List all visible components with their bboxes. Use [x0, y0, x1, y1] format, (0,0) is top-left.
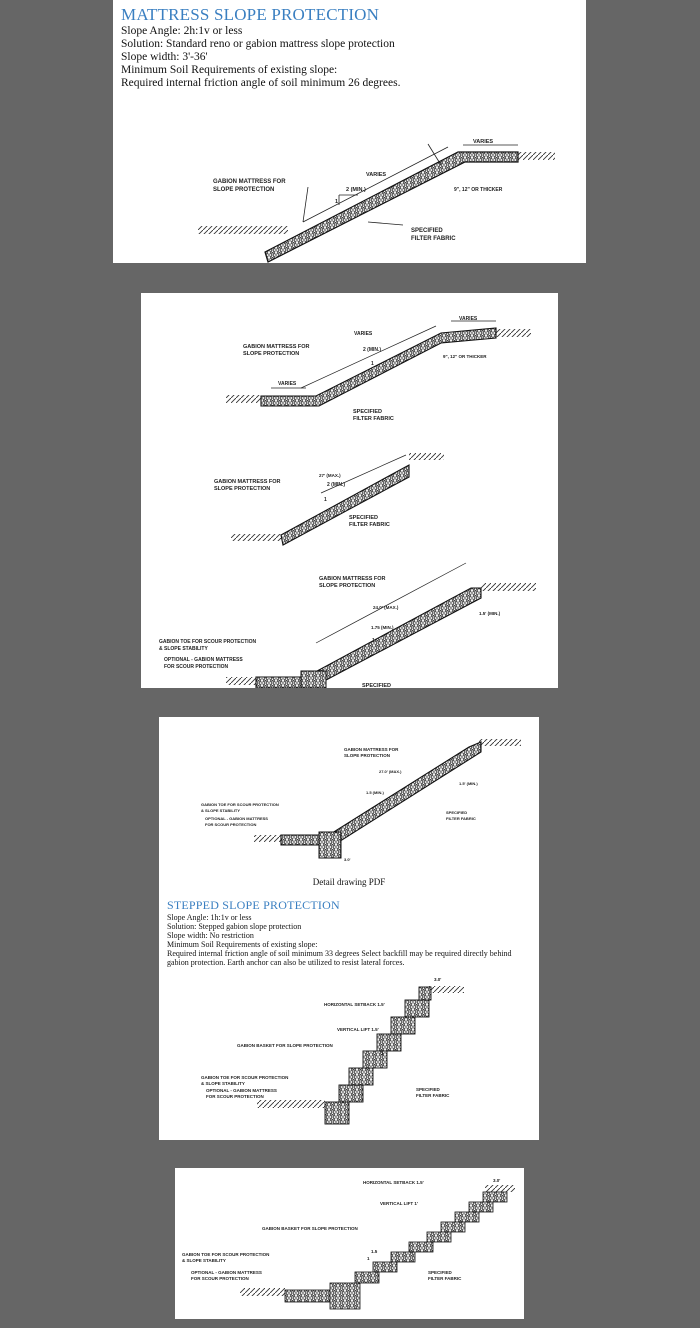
label-varies-top: VARIES	[473, 139, 494, 145]
label-c-gabion-2: SLOPE PROTECTION	[319, 583, 376, 589]
ground-hatch-left	[198, 226, 288, 234]
label-d-min: 1.5' (MIN.)	[459, 781, 478, 786]
label-d-opt-1: OPTIONAL - GABION MATTRESS	[205, 816, 268, 821]
label-d-opt-2: FOR SCOUR PROTECTION	[205, 822, 257, 827]
stepped-solution: Solution: Stepped gabion slope protection	[167, 922, 302, 931]
label-p4-lift: VERTICAL LIFT 1'	[380, 1201, 418, 1206]
label-d-filter-1: SPECIFIED	[446, 810, 468, 815]
label-p4-ratio-v: 1	[367, 1256, 370, 1261]
stepped-detail-diagram	[175, 1168, 524, 1319]
mattress-variants-panel	[141, 293, 558, 688]
label-c-ratio-h: 1.75 (MIN.)	[371, 625, 394, 630]
label-filter-2: FILTER FABRIC	[411, 236, 456, 242]
label-s-basket: GABION BASKET FOR SLOPE PROTECTION	[237, 1043, 333, 1048]
label-b-gabion: GABION MATTRESS FOR	[214, 479, 281, 485]
label-s-setback: HORIZONTAL SETBACK 1.5'	[324, 1002, 385, 1007]
label-s-filter-1: SPECIFIED	[416, 1087, 440, 1092]
gabion-mattress	[265, 152, 518, 262]
gabion-mattress-a	[261, 328, 496, 406]
label-b-gabion-2: SLOPE PROTECTION	[214, 486, 271, 492]
label-a-filter-1: SPECIFIED	[353, 409, 383, 415]
label-s-opt-2: FOR SCOUR PROTECTION	[206, 1094, 264, 1099]
label-p4-top: 3.0'	[493, 1178, 501, 1183]
stepped-soil-heading: Minimum Soil Requirements of existing slope:	[167, 940, 318, 949]
label-p4-ratio-h: 1.5	[371, 1249, 378, 1254]
stepped-slope-angle: Slope Angle: 1h:1v or less	[167, 913, 252, 922]
label-d-toe-2: & SLOPE STABILITY	[201, 808, 241, 813]
label-s-ratio: 1	[381, 1051, 384, 1056]
label-ratio-h: 2 (MIN.)	[346, 187, 366, 193]
label-thickness: 9", 12" OR THICKER	[454, 187, 503, 193]
label-b-filter-1: SPECIFIED	[349, 515, 379, 521]
label-a-ratio-h: 2 (MIN.)	[363, 347, 382, 353]
label-b-max: 27' (MAX.)	[319, 473, 341, 478]
label-ratio-v: 1	[335, 199, 339, 205]
label-c-filter-1: SPECIFIED	[362, 683, 392, 688]
mattress-soil-requirement: Required internal friction angle of soil minimum 26 degrees.	[121, 77, 401, 89]
label-varies-slope: VARIES	[366, 172, 387, 178]
label-p4-filter-2: FILTER FABRIC	[428, 1276, 462, 1281]
detail-caption[interactable]: Detail drawing PDF	[312, 877, 386, 887]
mattress-panel	[113, 0, 586, 263]
label-s-toe-1: GABION TOE FOR SCOUR PROTECTION	[201, 1075, 289, 1080]
mattress-diagram	[113, 0, 586, 263]
label-s-lift: VERTICAL LIFT 1.5'	[337, 1027, 379, 1032]
label-gabion-2: SLOPE PROTECTION	[213, 187, 275, 193]
label-b-ratio-v: 1	[324, 497, 327, 503]
stepped-slope-width: Slope width: No restriction	[167, 931, 254, 940]
label-d-gabion-2: SLOPE PROTECTION	[344, 753, 391, 758]
label-s-toe-2: & SLOPE STABILITY	[201, 1081, 245, 1086]
label-a-ratio-v: 1	[371, 361, 374, 367]
label-a-gabion: GABION MATTRESS FOR	[243, 344, 310, 350]
label-p4-toe-2: & SLOPE STABILITY	[182, 1258, 226, 1263]
label-a-gabion-2: SLOPE PROTECTION	[243, 351, 300, 357]
label-d-filter-2: FILTER FABRIC	[446, 816, 476, 821]
label-s-filter-2: FILTER FABRIC	[416, 1093, 450, 1098]
label-c-opt-2: FOR SCOUR PROTECTION	[164, 664, 229, 670]
label-s-opt-1: OPTIONAL - GABION MATTRESS	[206, 1088, 277, 1093]
mattress-slope-width: Slope width: 3'-36'	[121, 51, 208, 63]
label-c-min: 1.5' (MIN.)	[479, 611, 501, 616]
mattress-slope-angle: Slope Angle: 2h:1v or less	[121, 25, 243, 37]
label-d-toe-1: GABION TOE FOR SCOUR PROTECTION	[201, 802, 279, 807]
label-a-filter-2: FILTER FABRIC	[353, 416, 394, 422]
label-filter-1: SPECIFIED	[411, 228, 443, 234]
stepped-panel	[159, 717, 539, 1140]
label-gabion: GABION MATTRESS FOR	[213, 179, 286, 185]
label-c-opt-1: OPTIONAL - GABION MATTRESS	[164, 657, 243, 663]
label-s-top: 3.0'	[434, 977, 442, 982]
label-a-thickness: 9", 12" OR THICKER	[443, 354, 487, 359]
label-p4-basket: GABION BASKET FOR SLOPE PROTECTION	[262, 1226, 358, 1231]
stepped-gabion-stack	[325, 987, 431, 1124]
label-p4-opt-1: OPTIONAL - GABION MATTRESS	[191, 1270, 262, 1275]
label-a-varies-top: VARIES	[459, 316, 478, 322]
label-b-filter-2: FILTER FABRIC	[349, 522, 390, 528]
mattress-title: MATTRESS SLOPE PROTECTION	[121, 5, 380, 24]
label-d-max: 27.0' (MAX.)	[379, 769, 402, 774]
stepped-title: STEPPED SLOPE PROTECTION	[167, 898, 340, 912]
stepped-gabion-stack-2	[285, 1192, 507, 1309]
label-p4-toe-1: GABION TOE FOR SCOUR PROTECTION	[182, 1252, 270, 1257]
mattress-solution: Solution: Standard reno or gabion mattress slope protection	[121, 38, 395, 50]
gabion-toe-d	[319, 832, 341, 858]
label-b-ratio-h: 2 (MIN.)	[327, 482, 346, 488]
label-c-gabion: GABION MATTRESS FOR	[319, 576, 386, 582]
gabion-mattress-b	[281, 465, 409, 545]
mattress-variants-diagram	[141, 293, 558, 688]
gabion-toe-c	[301, 671, 326, 688]
label-c-ratio-v: 1	[372, 638, 375, 644]
label-c-toe-2: & SLOPE STABILITY	[159, 646, 208, 652]
label-p4-opt-2: FOR SCOUR PROTECTION	[191, 1276, 249, 1281]
label-d-depth: 3.0'	[344, 857, 351, 862]
label-p4-filter-1: SPECIFIED	[428, 1270, 452, 1275]
label-a-varies-slope: VARIES	[354, 331, 373, 337]
label-c-toe-1: GABION TOE FOR SCOUR PROTECTION	[159, 639, 257, 645]
label-d-gabion: GABION MATTRESS FOR	[344, 747, 399, 752]
ground-hatch-right	[513, 152, 555, 160]
stepped-soil-requirement: Required internal friction angle of soil minimum 33 degrees Select backfill may be required directly behind gabion protection. Earth anchor can also be utilized to resist lateral forces.	[167, 949, 512, 967]
stepped-detail-panel	[175, 1168, 524, 1319]
gabion-mattress-c	[256, 588, 481, 688]
label-c-max: 24.0' (MAX.)	[373, 605, 399, 610]
label-p4-setback: HORIZONTAL SETBACK 1.5'	[363, 1180, 424, 1185]
mattress-soil-heading: Minimum Soil Requirements of existing slope:	[121, 64, 338, 76]
label-a-varies-toe: VARIES	[278, 381, 297, 387]
label-d-ratio: 1.5 (MIN.)	[366, 790, 384, 795]
